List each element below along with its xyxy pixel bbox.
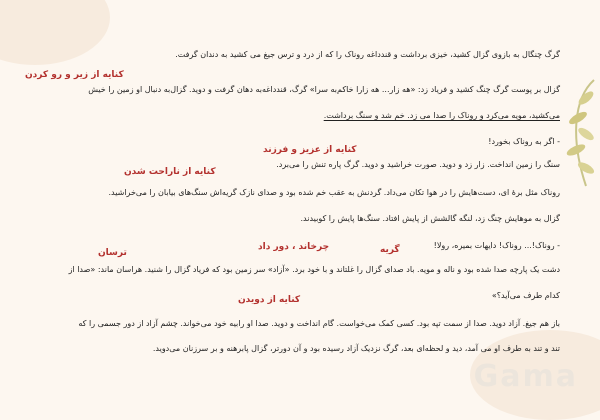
annotation-label: گریه bbox=[380, 245, 400, 255]
annotation-label: کنایه از دویدن bbox=[238, 295, 301, 305]
paragraph-line: - اگر به روناک بخورد! bbox=[488, 137, 560, 146]
paragraph-line: کدام طرف می‌آید؟» bbox=[491, 291, 560, 300]
paragraph-line: - روناک!... روناک! دایهات بمیره، رولا! bbox=[433, 241, 560, 250]
annotation-label: کنایه از عزیز و فرزند bbox=[263, 145, 357, 155]
watermark-logo: Gama bbox=[473, 359, 578, 394]
annotation-label: کنایه از ناراحت شدن bbox=[124, 167, 216, 177]
annotation-label: چرخاند ، دور داد bbox=[258, 242, 330, 252]
paragraph-line: سنگ را زمین انداخت. زار زد و دوید. صورت خراشید و دوید. گرگ پاره تنش را می‌برد. bbox=[276, 160, 560, 169]
annotation-label: کنایه از زیر و رو کردن bbox=[25, 70, 124, 80]
paragraph-line: روناک مثل برهٔ ای، دست‌هایش را در هوا تکان می‌داد. گردنش به عقب خم شده بود و صدای نازک گریه‌اش سنگ‌های بیابان را می‌خراشید. bbox=[108, 188, 560, 197]
paragraph-line: گرگ چنگال به بازوی گزال کشید، خیزی برداشت و قندداغه روناک را که از درد و ترس جیغ می کشید به دندان گرفت. bbox=[175, 50, 560, 59]
paragraph-line: دشت یک پارچه صدا شده بود و ناله و مویه. باد صدای گزال را غلتاند و با خود برد. «آزاد» سر زمین بود که فریاد گزال را شنید. هراسان ماند: «صدا از bbox=[68, 265, 560, 274]
paragraph-line: باز هم جیغ. آزاد دوید. صدا از سمت تپه بود. کسی کمک می‌خواست. گام انداخت و دوید. صدا او رابیه خود می‌خواند. چشم آزاد از دور جسمی را که bbox=[78, 319, 560, 328]
paragraph-line: می‌کشید، مویه می‌کرد و روناک را صدا می زد. خم شد و سنگ برداشت. bbox=[323, 111, 560, 120]
paragraph-line: گزال به موهایش چنگ زد، لنگه گالشش از پایش افتاد. سنگ‌ها پایش را کوبیدند. bbox=[300, 214, 560, 223]
paragraph-line: گزال بر پوست گرگ چنگ کشید و فریاد زد: «هه زار... هه زارا خاکم‌به سرا» گرگ، قندداغه‌به دهان گرفت و دوید. گزال‌به دنبال او زمین را خیش bbox=[88, 85, 560, 94]
annotation-label: ترسان bbox=[98, 248, 127, 258]
paragraph-line: تند و تند به طرف او می آمد، دید و لحظه‌ای بعد، گرگ نزدیک آزاد رسیده بود و آن دورتر، گزال پابرهنه و بر سرزنان می‌دوید. bbox=[152, 344, 560, 353]
